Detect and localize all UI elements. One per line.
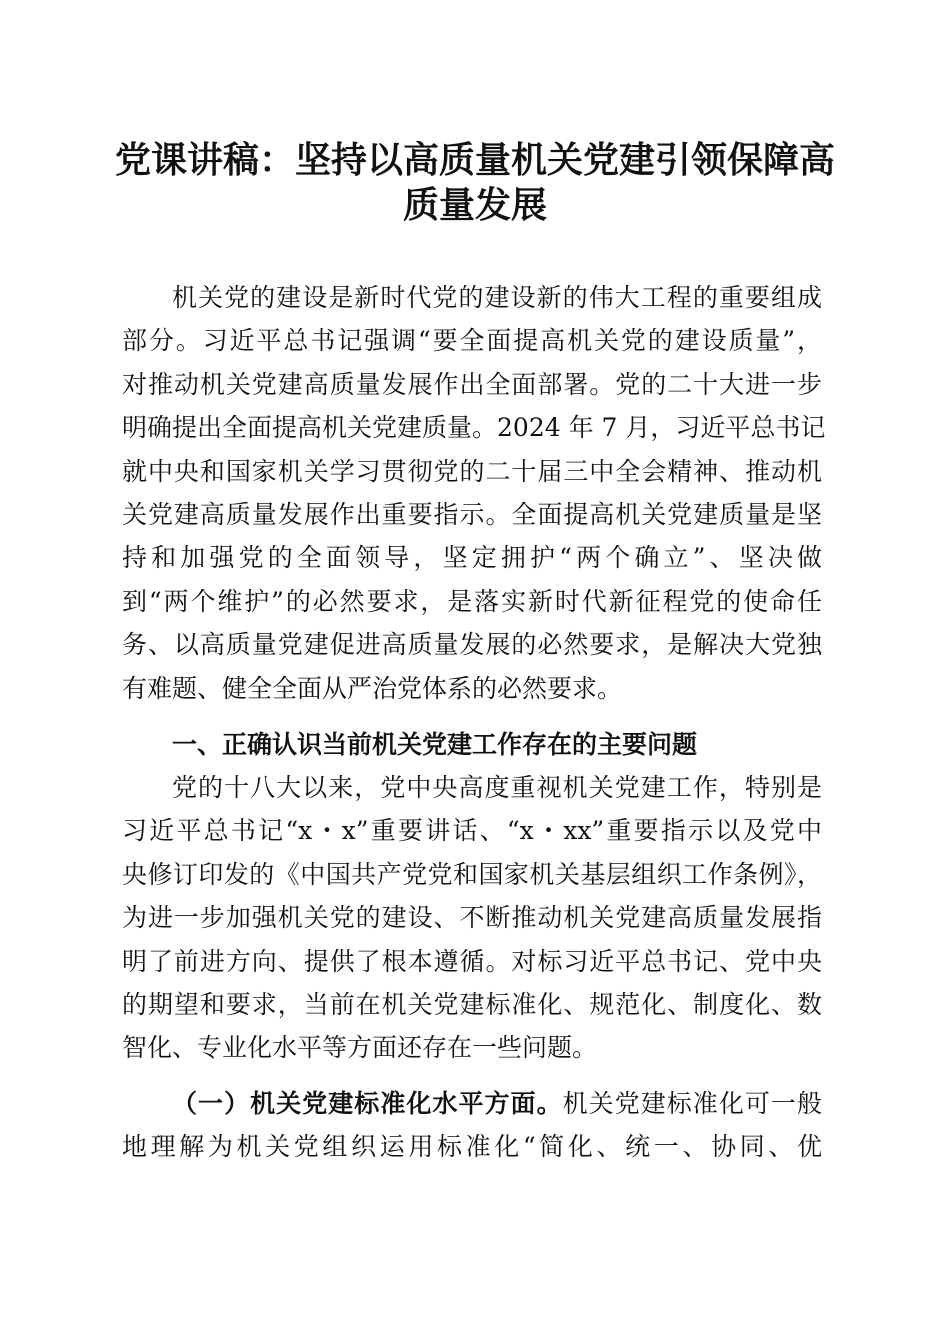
paragraph-1-line: 部分。习近平总书记强调“要全面提高机关党的建设质量”， <box>122 326 822 356</box>
paragraph-2-line: 为进一步加强机关党的建设、不断推动机关党建高质量发展指 <box>122 903 822 933</box>
section-heading-1: 一、正确认识当前机关党建工作存在的主要问题 <box>172 730 698 759</box>
paragraph-3-text: 机关党建标准化可一般 <box>562 1089 822 1118</box>
paragraph-1-line: 机关党的建设是新时代党的建设新的伟大工程的重要组成 <box>172 283 822 312</box>
paragraph-2-line: 的期望和要求，当前在机关党建标准化、规范化、制度化、数 <box>122 990 822 1019</box>
paragraph-2-line: 明了前进方向、提供了根本遵循。对标习近平总书记、党中央 <box>122 946 822 976</box>
subsection-heading-1: （一）机关党建标准化水平方面。 <box>172 1089 563 1118</box>
paragraph-2-line: 习近平总书记“x・x”重要讲话、“x・xx”重要指示以及党中 <box>122 816 822 846</box>
paragraph-1-line: 对推动机关党建高质量发展作出全面部署。党的二十大进一步 <box>122 369 822 399</box>
paragraph-2-line: 党的十八大以来，党中央高度重视机关党建工作，特别是 <box>172 773 822 802</box>
paragraph-3-line <box>172 1089 822 1119</box>
paragraph-3-line: 地理解为机关党组织运用标准化“简化、统一、协同、优 <box>122 1132 822 1161</box>
paragraph-1-line: 有难题、健全全面从严治党体系的必然要求。 <box>122 673 623 703</box>
paragraph-2-line: 央修订印发的《中国共产党党和国家机关基层组织工作条例》， <box>122 859 822 889</box>
paragraph-1-line: 到“两个维护”的必然要求，是落实新时代新征程党的使命任 <box>122 586 822 616</box>
paragraph-1-line: 就中央和国家机关学习贯彻党的二十届三中全会精神、推动机 <box>122 456 822 486</box>
paragraph-1-line: 持和加强党的全面领导，坚定拥护“两个确立”、坚决做 <box>122 543 822 573</box>
paragraph-1-line: 关党建高质量发展作出重要指示。全面提高机关党建质量是坚 <box>122 500 822 529</box>
document-title-line-1: 党课讲稿：坚持以高质量机关党建引领保障高 <box>114 139 835 181</box>
paragraph-1-line: 明确提出全面提高机关党建质量。2024 年 7 月，习近平总书记 <box>122 413 826 443</box>
paragraph-2-line: 智化、专业化水平等方面还存在一些问题。 <box>122 1033 598 1063</box>
paragraph-1-line: 务、以高质量党建促进高质量发展的必然要求，是解决大党独 <box>122 630 822 660</box>
document-title-line-2: 质量发展 <box>402 184 547 226</box>
